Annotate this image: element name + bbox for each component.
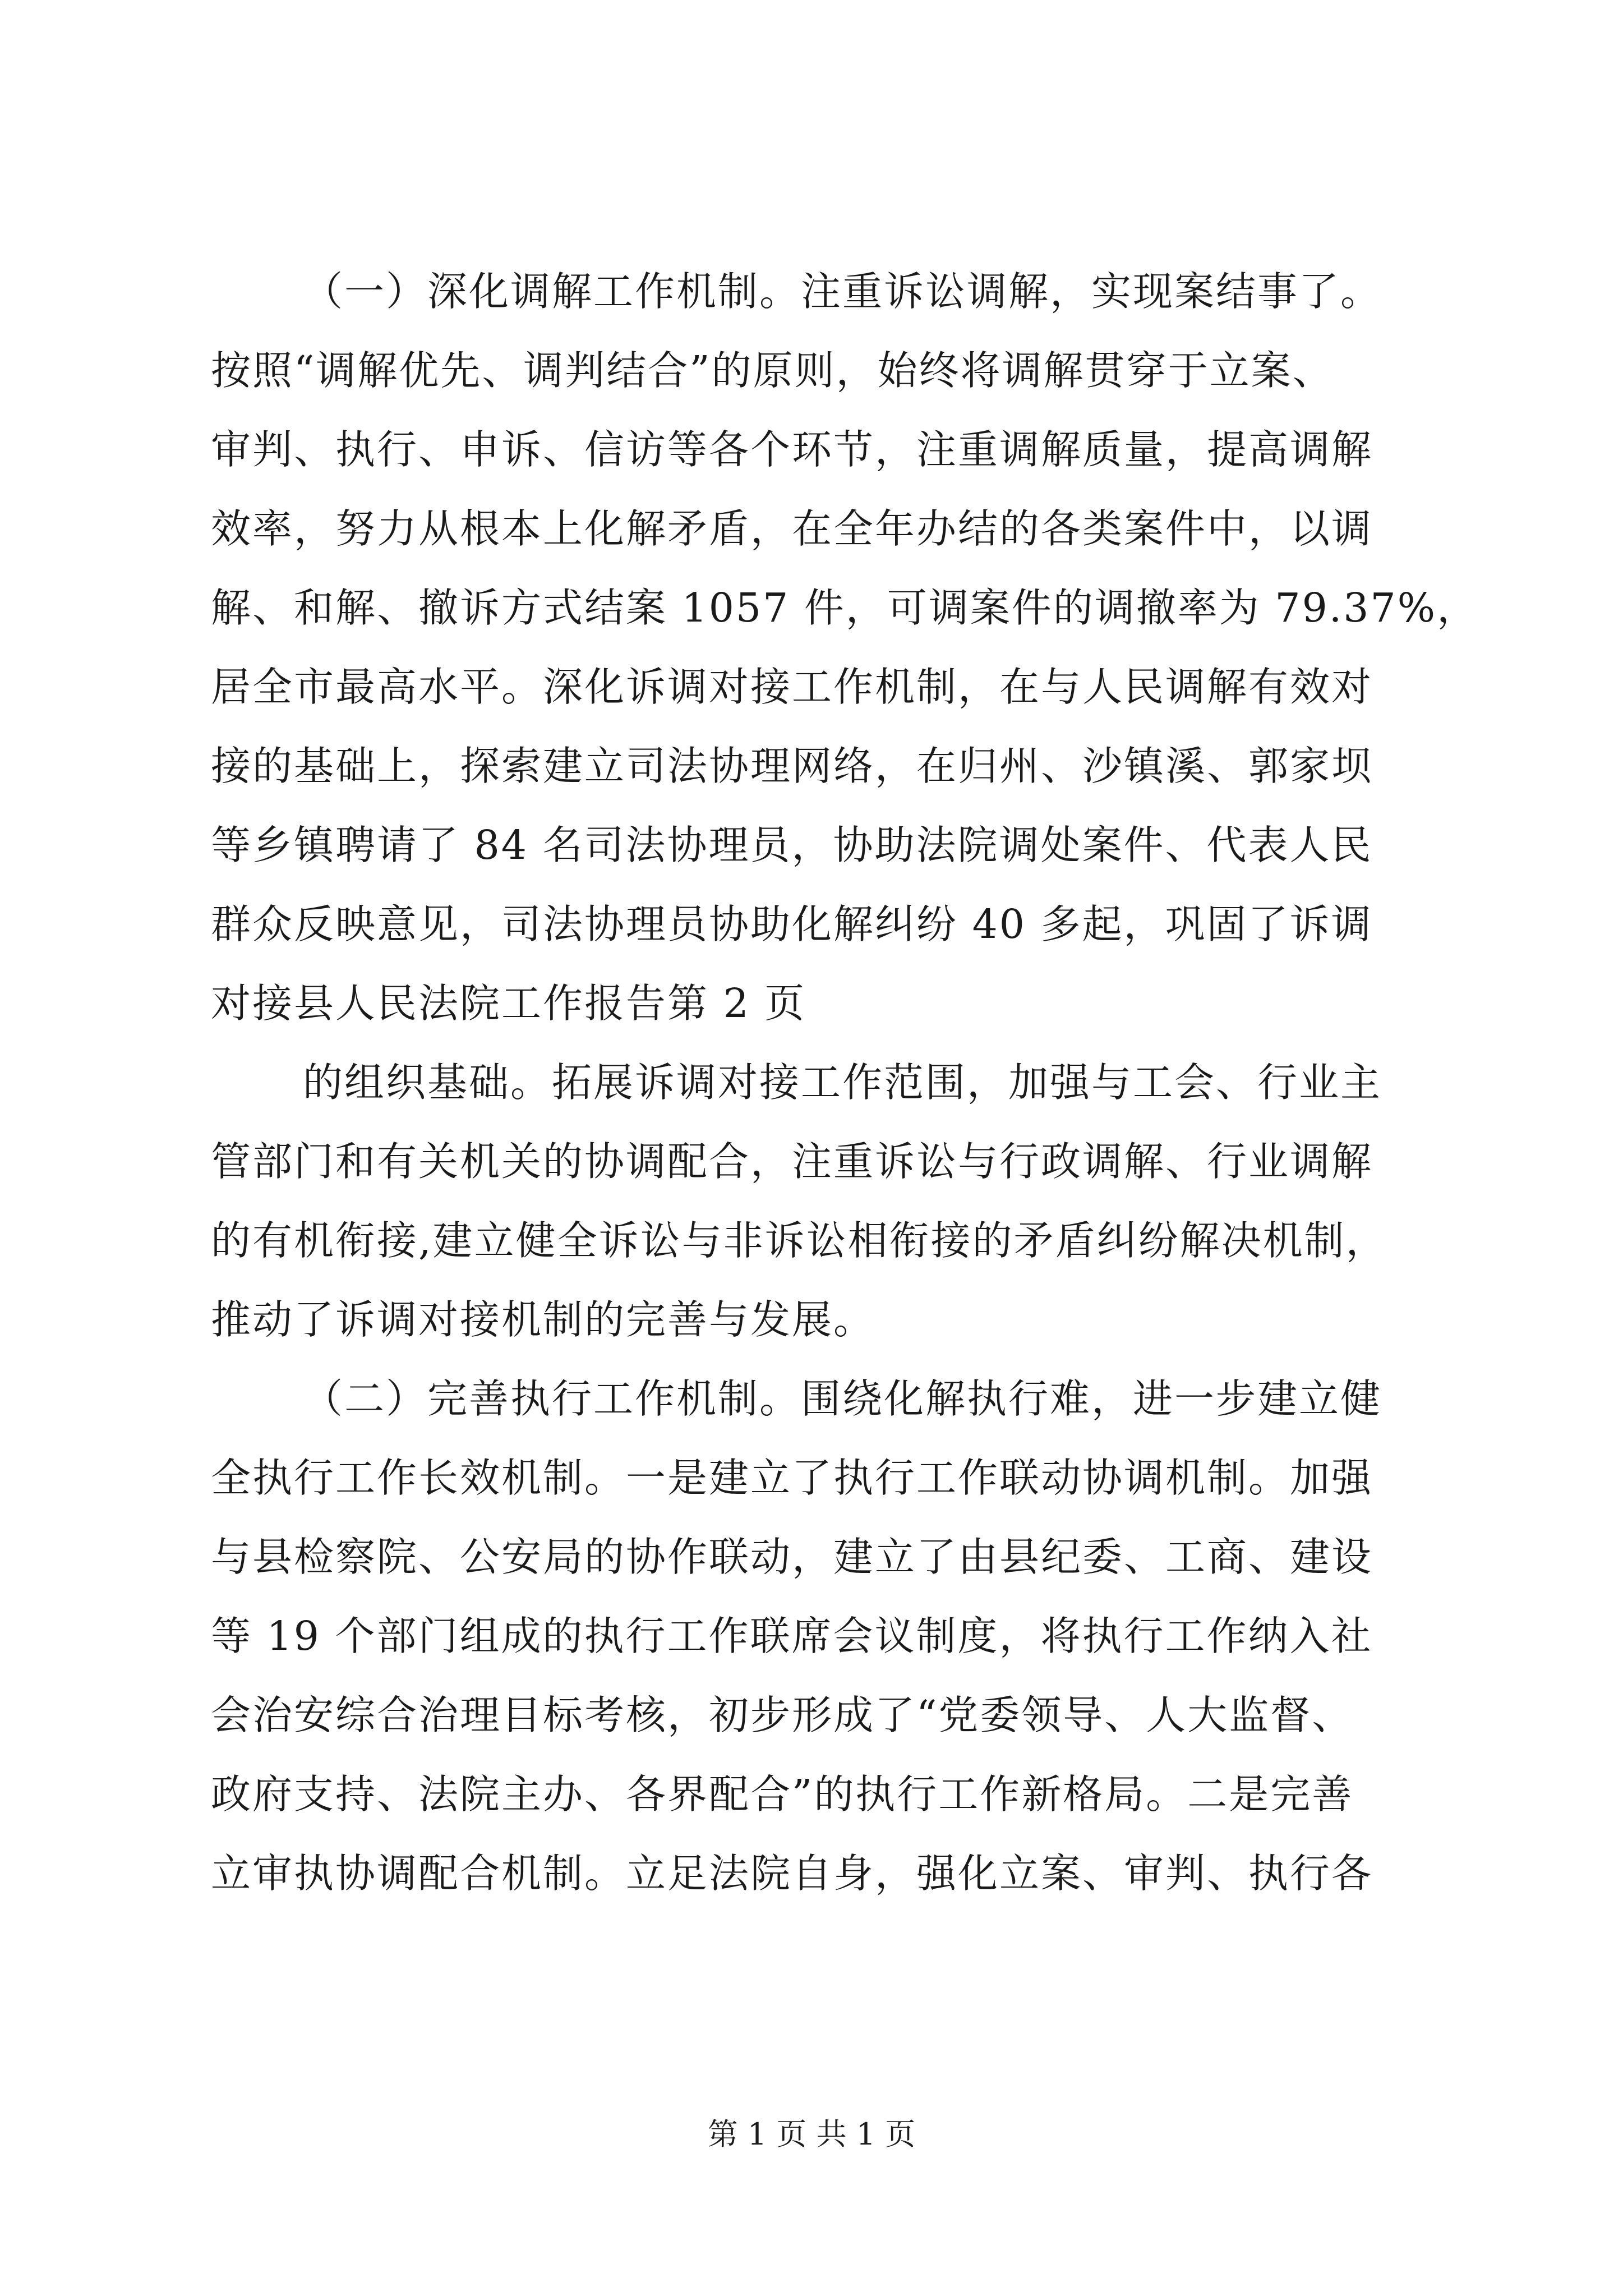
- text-line: 全执行工作长效机制。一是建立了执行工作联动协调机制。加强: [211, 1455, 1373, 1501]
- text-line: 的有机衔接,建立健全诉讼与非诉讼相衔接的矛盾纠纷解决机制，: [211, 1217, 1387, 1264]
- text-line: 等 19 个部门组成的执行工作联席会议制度，将执行工作纳入社: [211, 1613, 1373, 1659]
- text-line: 审判、执行、申诉、信访等各个环节，注重调解质量，提高调解: [211, 426, 1373, 473]
- text-line: 的组织基础。拓展诉调对接工作范围，加强与工会、行业主: [303, 1059, 1382, 1106]
- text-line: 解、和解、撤诉方式结案 1057 件，可调案件的调撤率为 79.37%，: [211, 585, 1479, 631]
- text-line: 居全市最高水平。深化诉调对接工作机制，在与人民调解有效对: [211, 664, 1373, 710]
- text-line: 会治安综合治理目标考核，初步形成了“党委领导、人大监督、: [211, 1692, 1354, 1738]
- text-line: 等乡镇聘请了 84 名司法协理员，协助法院调处案件、代表人民: [211, 822, 1373, 868]
- text-line: 效率，努力从根本上化解矛盾，在全年办结的各类案件中，以调: [211, 505, 1373, 552]
- text-line: 管部门和有关机关的协调配合，注重诉讼与行政调解、行业调解: [211, 1138, 1373, 1185]
- text-line: 对接县人民法院工作报告第 2 页: [211, 980, 806, 1027]
- text-line: 政府支持、法院主办、各界配合”的执行工作新格局。二是完善: [211, 1771, 1354, 1818]
- page-footer: 第 1 页 共 1 页: [707, 2116, 916, 2152]
- text-line: 立审执协调配合机制。立足法院自身，强化立案、审判、执行各: [211, 1850, 1373, 1897]
- text-line: 群众反映意见，司法协理员协助化解纠纷 40 多起，巩固了诉调: [211, 901, 1373, 947]
- text-line: 接的基础上，探索建立司法协理网络，在归州、沙镇溪、郭家坝: [211, 743, 1373, 789]
- text-line: 与县检察院、公安局的协作联动，建立了由县纪委、工商、建设: [211, 1534, 1373, 1580]
- text-line: 推动了诉调对接机制的完善与发展。: [211, 1296, 875, 1343]
- text-line: （二）完善执行工作机制。围绕化解执行难，进一步建立健: [303, 1375, 1382, 1422]
- text-line: （一）深化调解工作机制。注重诉讼调解，实现案结事了。: [303, 268, 1382, 315]
- text-line: 按照“调解优先、调判结合”的原则，始终将调解贯穿于立案、: [211, 347, 1334, 394]
